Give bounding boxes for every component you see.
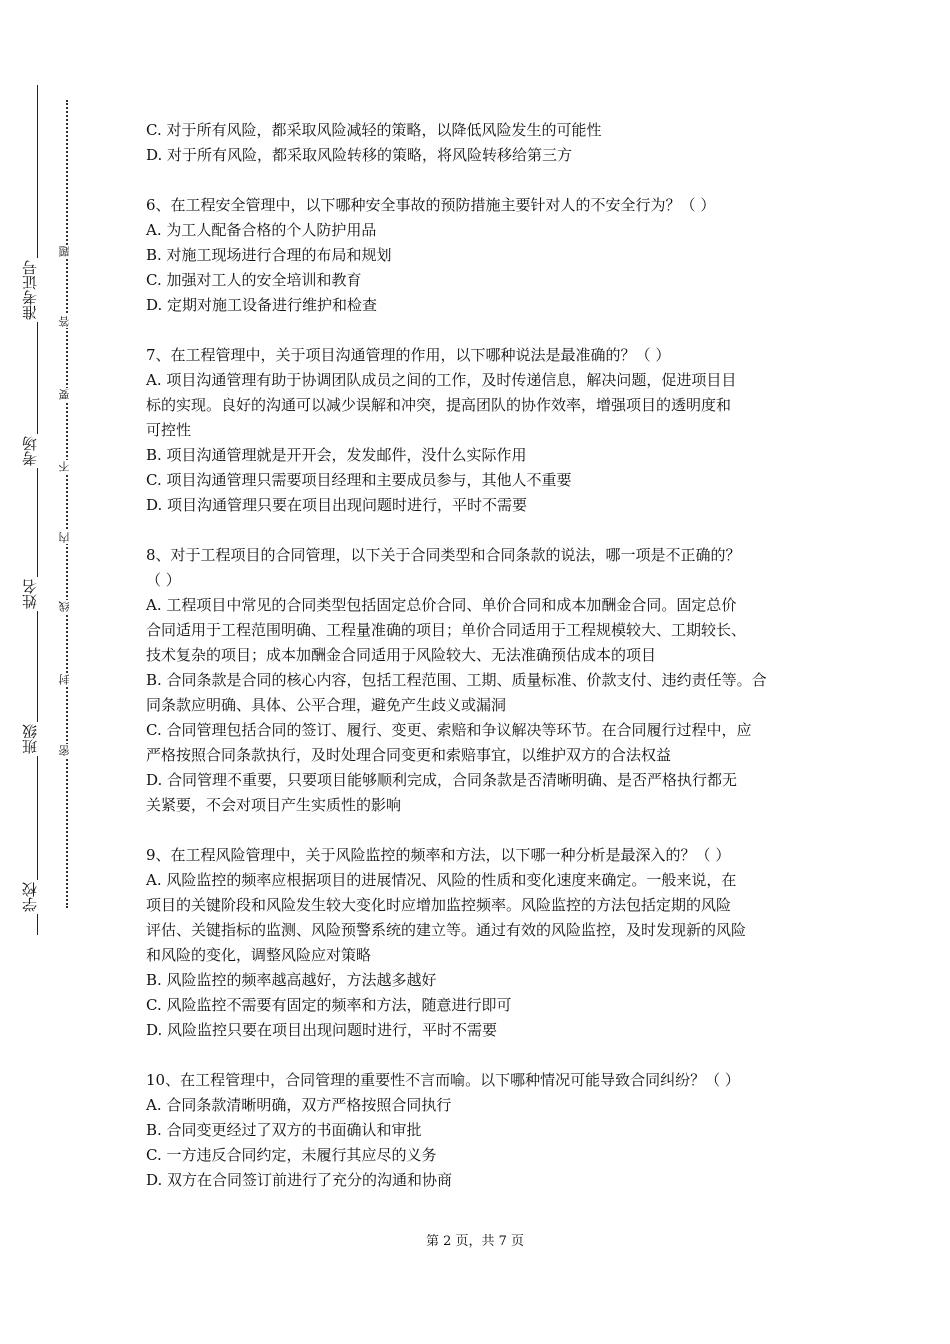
seal-dotted-line bbox=[66, 100, 68, 908]
option-b: 同条款应明确、具体、公平合理，避免产生歧义或漏洞 bbox=[146, 696, 507, 714]
seal-char: 内 bbox=[59, 531, 75, 544]
seal-char: 封 bbox=[59, 673, 75, 686]
question-stem: 10、在工程管理中，合同管理的重要性不言而喻。以下哪种情况可能导致合同纠纷？（ ） bbox=[146, 1071, 740, 1089]
option-a: A. 项目沟通管理有助于协调团队成员之间的工作，及时传递信息，解决问题，促进项目目 bbox=[146, 371, 737, 389]
option-d: 关紧要，不会对项目产生实质性的影响 bbox=[146, 796, 402, 814]
option-a: 标的实现。良好的沟通可以减少误解和冲突，提高团队的协作效率，增强项目的透明度和 bbox=[146, 396, 732, 414]
field-exam-number-label: 准考证号 bbox=[22, 258, 46, 322]
option-c: C. 风险监控不需要有固定的频率和方法，随意进行即可 bbox=[146, 996, 512, 1014]
binding-solid-line bbox=[37, 85, 38, 935]
option-c: C. 一方违反合同约定，未履行其应尽的义务 bbox=[146, 1146, 437, 1164]
question-6 bbox=[146, 193, 814, 318]
question-stem: 8、对于工程项目的合同管理，以下关于合同类型和合同条款的说法，哪一项是不正确的？ bbox=[146, 546, 741, 564]
question-stem: 6、在工程安全管理中，以下哪种安全事故的预防措施主要针对人的不安全行为？（ ） bbox=[146, 196, 716, 214]
field-class-label: 班级 bbox=[22, 722, 46, 756]
carryover-options bbox=[146, 118, 814, 168]
option-a: 合同适用于工程范围明确、工程量准确的项目；单价合同适用于工程规模较大、工期较长、 bbox=[146, 621, 747, 639]
question-7 bbox=[146, 343, 814, 518]
option-c: C. 对于所有风险，都采取风险减轻的策略，以降低风险发生的可能性 bbox=[146, 121, 602, 139]
option-b: B. 风险监控的频率越高越好，方法越多越好 bbox=[146, 971, 437, 989]
question-8 bbox=[146, 543, 814, 818]
option-b: B. 合同变更经过了双方的书面确认和审批 bbox=[146, 1121, 422, 1139]
seal-char: 密 bbox=[59, 744, 75, 757]
option-a: 可控性 bbox=[146, 421, 192, 439]
option-a: 技术复杂的项目；成本加酬金合同适用于风险较大、无法准确预估成本的项目 bbox=[146, 646, 657, 664]
question-10 bbox=[146, 1068, 814, 1193]
seal-char: 线 bbox=[59, 600, 75, 613]
question-stem: （ ） bbox=[146, 571, 181, 589]
seal-char: 题 bbox=[59, 245, 75, 258]
field-school-label: 学校 bbox=[22, 880, 46, 914]
option-d: D. 对于所有风险，都采取风险转移的策略，将风险转移给第三方 bbox=[146, 146, 573, 164]
option-a: 评估、关键指标的监测、风险预警系统的建立等。通过有效的风险监控，及时发现新的风险 bbox=[146, 921, 747, 939]
binding-margin bbox=[0, 0, 110, 1344]
option-d: D. 双方在合同签订前进行了充分的沟通和协商 bbox=[146, 1171, 453, 1189]
option-c: C. 加强对工人的安全培训和教育 bbox=[146, 271, 362, 289]
option-c: C. 项目沟通管理只需要项目经理和主要成员参与，其他人不重要 bbox=[146, 471, 572, 489]
question-9 bbox=[146, 843, 814, 1043]
field-name-label: 姓名 bbox=[22, 577, 46, 611]
seal-char: 答 bbox=[59, 315, 75, 328]
question-content bbox=[146, 118, 814, 1218]
option-d: D. 定期对施工设备进行维护和检查 bbox=[146, 296, 378, 314]
question-stem: 9、在工程风险管理中，关于风险监控的频率和方法，以下哪一种分析是最深入的？（ ） bbox=[146, 846, 731, 864]
option-b: B. 合同条款是合同的核心内容，包括工程范围、工期、质量标准、价款支付、违约责任等。合 bbox=[146, 671, 767, 689]
seal-char: 要 bbox=[59, 388, 75, 401]
option-d: D. 合同管理不重要，只要项目能够顺利完成，合同条款是否清晰明确、是否严格执行都无 bbox=[146, 771, 738, 789]
option-a: A. 合同条款清晰明确，双方严格按照合同执行 bbox=[146, 1096, 452, 1114]
option-c: C. 合同管理包括合同的签订、履行、变更、索赔和争议解决等环节。在合同履行过程中，应 bbox=[146, 721, 752, 739]
option-a: 和风险的变化，调整风险应对策略 bbox=[146, 946, 372, 964]
option-d: D. 风险监控只要在项目出现问题时进行，平时不需要 bbox=[146, 1021, 498, 1039]
page-footer: 第 2 页，共 7 页 bbox=[425, 1234, 525, 1249]
option-a: A. 为工人配备合格的个人防护用品 bbox=[146, 221, 377, 239]
field-exam-room-label: 考场 bbox=[22, 434, 46, 468]
question-stem: 7、在工程管理中，关于项目沟通管理的作用，以下哪种说法是最准确的？（ ） bbox=[146, 346, 671, 364]
option-d: D. 项目沟通管理只要在项目出现问题时进行，平时不需要 bbox=[146, 496, 528, 514]
option-c: 严格按照合同条款执行，及时处理合同变更和索赔事宜，以维护双方的合法权益 bbox=[146, 746, 672, 764]
option-a: A. 工程项目中常见的合同类型包括固定总价合同、单价合同和成本加酬金合同。固定总价 bbox=[146, 596, 737, 614]
option-b: B. 项目沟通管理就是开开会，发发邮件，没什么实际作用 bbox=[146, 446, 527, 464]
option-a: A. 风险监控的频率应根据项目的进展情况、风险的性质和变化速度来确定。一般来说，在 bbox=[146, 871, 737, 889]
option-a: 项目的关键阶段和风险发生较大变化时应增加监控频率。风险监控的方法包括定期的风险 bbox=[146, 896, 732, 914]
question-list bbox=[146, 193, 814, 1193]
option-b: B. 对施工现场进行合理的布局和规划 bbox=[146, 246, 392, 264]
seal-char: 不 bbox=[59, 460, 75, 473]
